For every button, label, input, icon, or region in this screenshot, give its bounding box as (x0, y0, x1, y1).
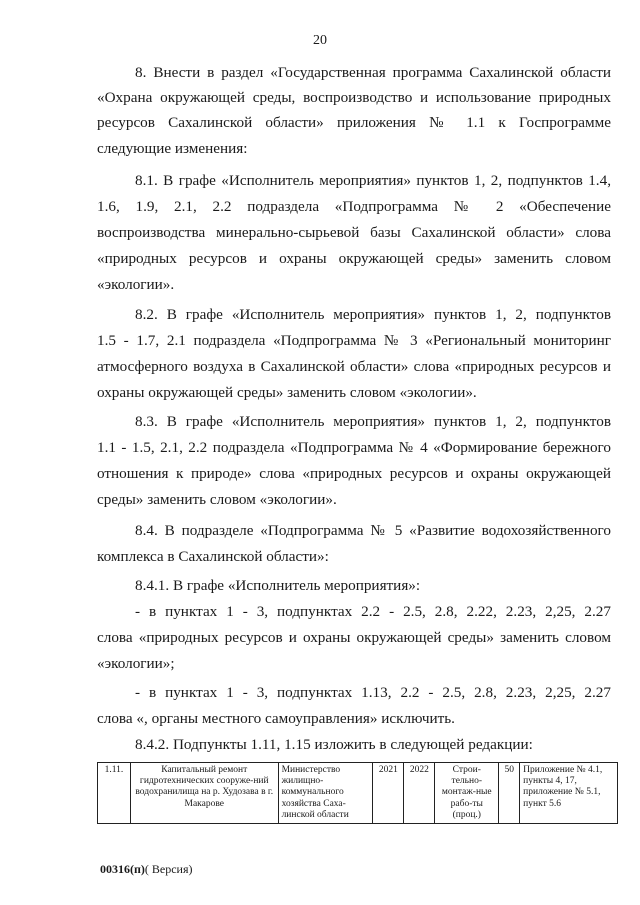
cell-event-name: Капитальный ремонт гидротехнических сооруже-ний водохранилища на р. Худозава в г. Макарове (130, 763, 278, 824)
text-line: охраны окружающей среды» заменить словом «экологии». (97, 384, 477, 401)
page-number: 20 (313, 33, 327, 48)
document-version: ( Версия) (144, 862, 193, 876)
cell-indicator: Строи-тельно-монтаж-ные рабо-ты (проц.) (435, 763, 499, 824)
text-line: комплекса в Сахалинской области»: (97, 548, 329, 565)
text-line: слова «, органы местного самоуправления» исключить. (97, 710, 455, 727)
text-line: 1.1 - 1.5, 2.1, 2.2 подраздела «Подпрограмма № 4 «Формирование бережного (97, 439, 611, 456)
document-footer (100, 862, 193, 877)
text-line: 8.4. В подразделе «Подпрограмма № 5 «Развитие водохозяйственного (135, 522, 611, 539)
text-line: 8.4.2. Подпункты 1.11, 1.15 изложить в следующей редакции: (135, 736, 533, 753)
text-line: «экологии»; (97, 655, 175, 672)
text-line: слова «природных ресурсов и охраны окружающей среды» заменить словом (97, 629, 611, 646)
text-line: воспроизводства минерально-сырьевой базы Сахалинской области» слова (97, 224, 611, 241)
text-line: 1.6, 1.9, 2.1, 2.2 подраздела «Подпрограмма № 2 «Обеспечение (97, 198, 611, 215)
text-line: атмосферного воздуха в Сахалинской области» слова «природных ресурсов и (97, 358, 611, 375)
text-line: - в пунктах 1 - 3, подпунктах 2.2 - 2.5, 2.8, 2.22, 2.23, 2,25, 2.27 (135, 603, 611, 620)
text-line: 1.5 - 1.7, 2.1 подраздела «Подпрограмма № 3 «Региональный мониторинг (97, 332, 611, 349)
text-line: среды» заменить словом «экологии». (97, 491, 337, 508)
text-line: отношения к природе» слова «природных ресурсов и охраны окружающей (97, 465, 611, 482)
cell-value: 50 (499, 763, 520, 824)
text-line: ресурсов Сахалинской области» приложения № 1.1 к Госпрограмме (97, 114, 611, 131)
text-line: - в пунктах 1 - 3, подпунктах 1.13, 2.2 - 2.5, 2.8, 2.23, 2,25, 2.27 (135, 684, 611, 701)
text-line: «природных ресурсов и охраны окружающей среды» заменить словом (97, 250, 611, 267)
text-line: «экологии». (97, 276, 175, 293)
table-row (98, 763, 618, 824)
program-table (97, 762, 618, 824)
text-line: 8.4.1. В графе «Исполнитель мероприятия»: (135, 577, 421, 594)
cell-start-year: 2021 (373, 763, 404, 824)
cell-number: 1.11. (98, 763, 131, 824)
text-line: 8.3. В графе «Исполнитель мероприятия» пунктов 1, 2, подпунктов (135, 413, 611, 430)
text-line: 8.2. В графе «Исполнитель мероприятия» пунктов 1, 2, подпунктов (135, 306, 611, 323)
cell-executor: Министерство жилищно-коммунального хозяйства Саха-линской области (278, 763, 373, 824)
text-line: 8. Внести в раздел «Государственная программа Сахалинской области (135, 64, 611, 81)
text-line: следующие изменения: (97, 140, 248, 157)
document-code: 00316(п) (100, 862, 145, 876)
text-line: «Охрана окружающей среды, воспроизводство и использование природных (97, 89, 611, 106)
cell-end-year: 2022 (404, 763, 435, 824)
text-line: 8.1. В графе «Исполнитель мероприятия» пунктов 1, 2, подпунктов 1.4, (135, 172, 611, 189)
cell-link: Приложение № 4.1, пункты 4, 17, приложение № 5.1, пункт 5.6 (520, 763, 618, 824)
